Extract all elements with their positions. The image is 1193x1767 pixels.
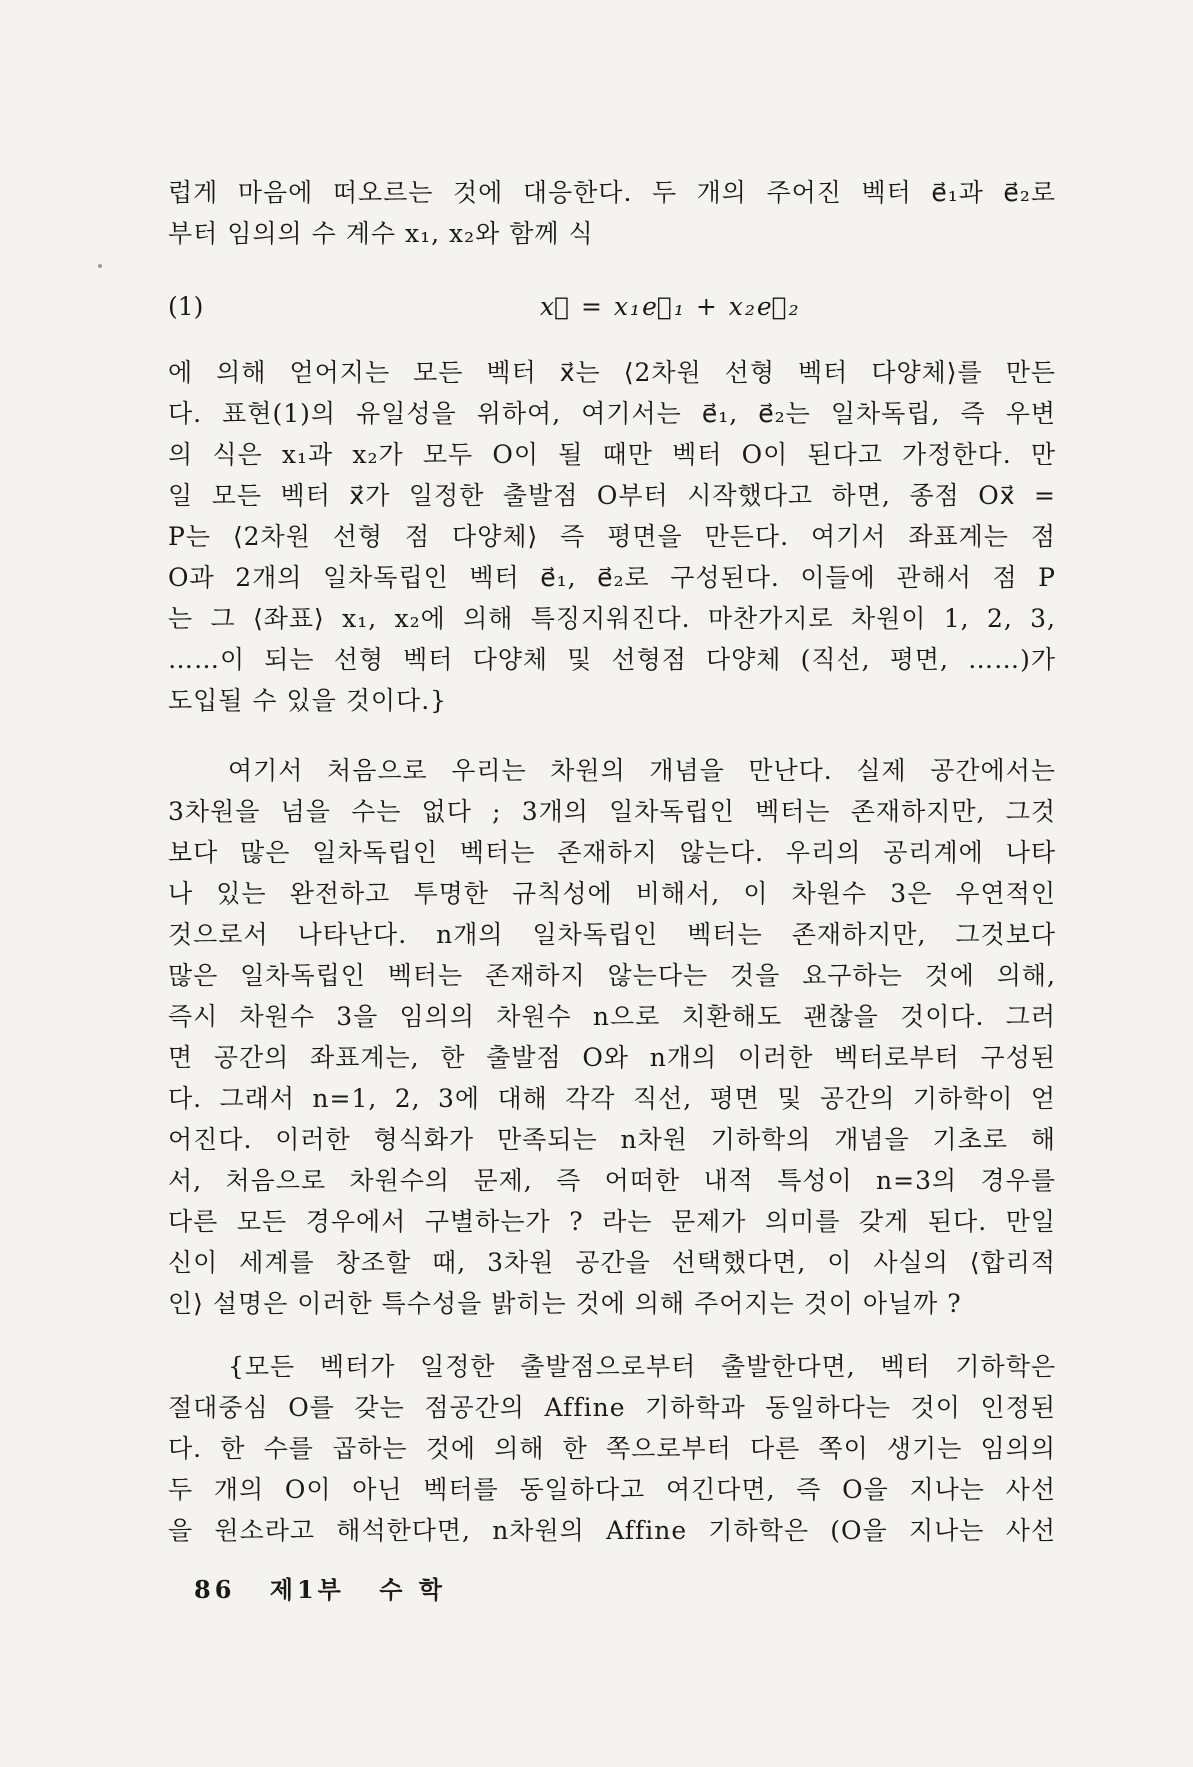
part-label: 제1부 [269, 1575, 345, 1604]
text-line: O과 2개의 일차독립인 벡터 e⃗₁, e⃗₂로 구성된다. 이들에 관해서 점 P [168, 563, 1056, 592]
text-line: 다. 한 수를 곱하는 것에 의해 한 쪽으로부터 다른 쪽이 생기는 임의의 [168, 1434, 1056, 1463]
text-line: 부터 임의의 수 계수 x₁, x₂와 함께 식 [168, 219, 594, 248]
text-line: 나 있는 완전하고 투명한 규칙성에 비해서, 이 차원수 3은 우연적인 [168, 879, 1056, 908]
text-line: 는 그 ⟨좌표⟩ x₁, x₂에 의해 특징지워진다. 마찬가지로 차원이 1, 2, 3, [168, 604, 1056, 633]
text-line: 다. 표현(1)의 유일성을 위하여, 여기서는 e⃗₁, e⃗₂는 일차독립, 즉 우변 [168, 399, 1056, 428]
text-line: 여기서 처음으로 우리는 차원의 개념을 만난다. 실제 공간에서는 [228, 756, 1056, 785]
text-line: 을 원소라고 해석한다면, n차원의 Affine 기하학은 (O을 지나는 사선 [168, 1516, 1056, 1545]
text-line: 다른 모든 경우에서 구별하는가 ? 라는 문제가 의미를 갖게 된다. 만일 [168, 1207, 1056, 1236]
text-line: ……이 되는 선형 벡터 다양체 및 선형점 다양체 (직선, 평면, ……)가 [168, 645, 1056, 674]
text-line: 신이 세계를 창조할 때, 3차원 공간을 선택했다면, 이 사실의 ⟨합리적 [168, 1248, 1056, 1277]
text-line: 일 모든 벡터 x⃗가 일정한 출발점 O부터 시작했다고 하면, 종점 Ox⃗ = [168, 481, 1056, 510]
text-line: 의 식은 x₁과 x₂가 모두 O이 될 때만 벡터 O이 된다고 가정한다. 만 [168, 440, 1056, 469]
text-line: 두 개의 O이 아닌 벡터를 동일하다고 여긴다면, 즉 O을 지나는 사선 [168, 1475, 1056, 1504]
text-line: 다. 그래서 n=1, 2, 3에 대해 각각 직선, 평면 및 공간의 기하학이 얻 [168, 1084, 1056, 1113]
text-line: 절대중심 O를 갖는 점공간의 Affine 기하학과 동일하다는 것이 인정된 [168, 1393, 1056, 1422]
text-line: 어진다. 이러한 형식화가 만족되는 n차원 기하학의 개념을 기초로 해 [168, 1125, 1056, 1154]
text-line: {모든 벡터가 일정한 출발점으로부터 출발한다면, 벡터 기하학은 [228, 1352, 1056, 1381]
margin-mark [98, 264, 102, 268]
text-line: 에 의해 얻어지는 모든 벡터 x⃗는 ⟨2차원 선형 벡터 다양체⟩를 만든 [168, 358, 1056, 387]
text-line: 것으로서 나타난다. n개의 일차독립인 벡터는 존재하지만, 그것보다 [168, 920, 1056, 949]
text-line: 즉시 차원수 3을 임의의 차원수 n으로 치환해도 괜찮을 것이다. 그러 [168, 1002, 1056, 1031]
text-line: 많은 일차독립인 벡터는 존재하지 않는다는 것을 요구하는 것에 의해, [168, 961, 1056, 990]
text-line: 면 공간의 좌표계는, 한 출발점 O와 n개의 이러한 벡터로부터 구성된 [168, 1043, 1056, 1072]
paragraph-3 [168, 750, 1056, 1324]
text-line: 3차원을 넘을 수는 없다 ; 3개의 일차독립인 벡터는 존재하지만, 그것 [168, 797, 1056, 826]
equation-1 [168, 292, 1056, 332]
equation-number: (1) [168, 292, 204, 321]
text-line: 럽게 마음에 떠오르는 것에 대응한다. 두 개의 주어진 벡터 e⃗₁과 e⃗₂로 [168, 178, 1056, 207]
paragraph-2 [168, 352, 1056, 721]
page-number: 86 [194, 1575, 236, 1604]
paragraph-4 [168, 1346, 1056, 1551]
section-label: 수 학 [379, 1575, 446, 1604]
text-line: 서, 처음으로 차원수의 문제, 즉 어떠한 내적 특성이 n=3의 경우를 [168, 1166, 1056, 1195]
text-line: 보다 많은 일차독립인 벡터는 존재하지 않는다. 우리의 공리계에 나타 [168, 838, 1056, 867]
equation-body: x⃗ = x₁e⃗₁ + x₂e⃗₂ [540, 292, 801, 321]
text-line: P는 ⟨2차원 선형 점 다양체⟩ 즉 평면을 만든다. 여기서 좌표계는 점 [168, 522, 1056, 551]
page-footer [194, 1570, 468, 1605]
text-line: 도입될 수 있을 것이다.} [168, 686, 448, 715]
paragraph-1 [168, 172, 1056, 254]
text-line: 인⟩ 설명은 이러한 특수성을 밝히는 것에 의해 주어지는 것이 아닐까 ? [168, 1289, 962, 1318]
